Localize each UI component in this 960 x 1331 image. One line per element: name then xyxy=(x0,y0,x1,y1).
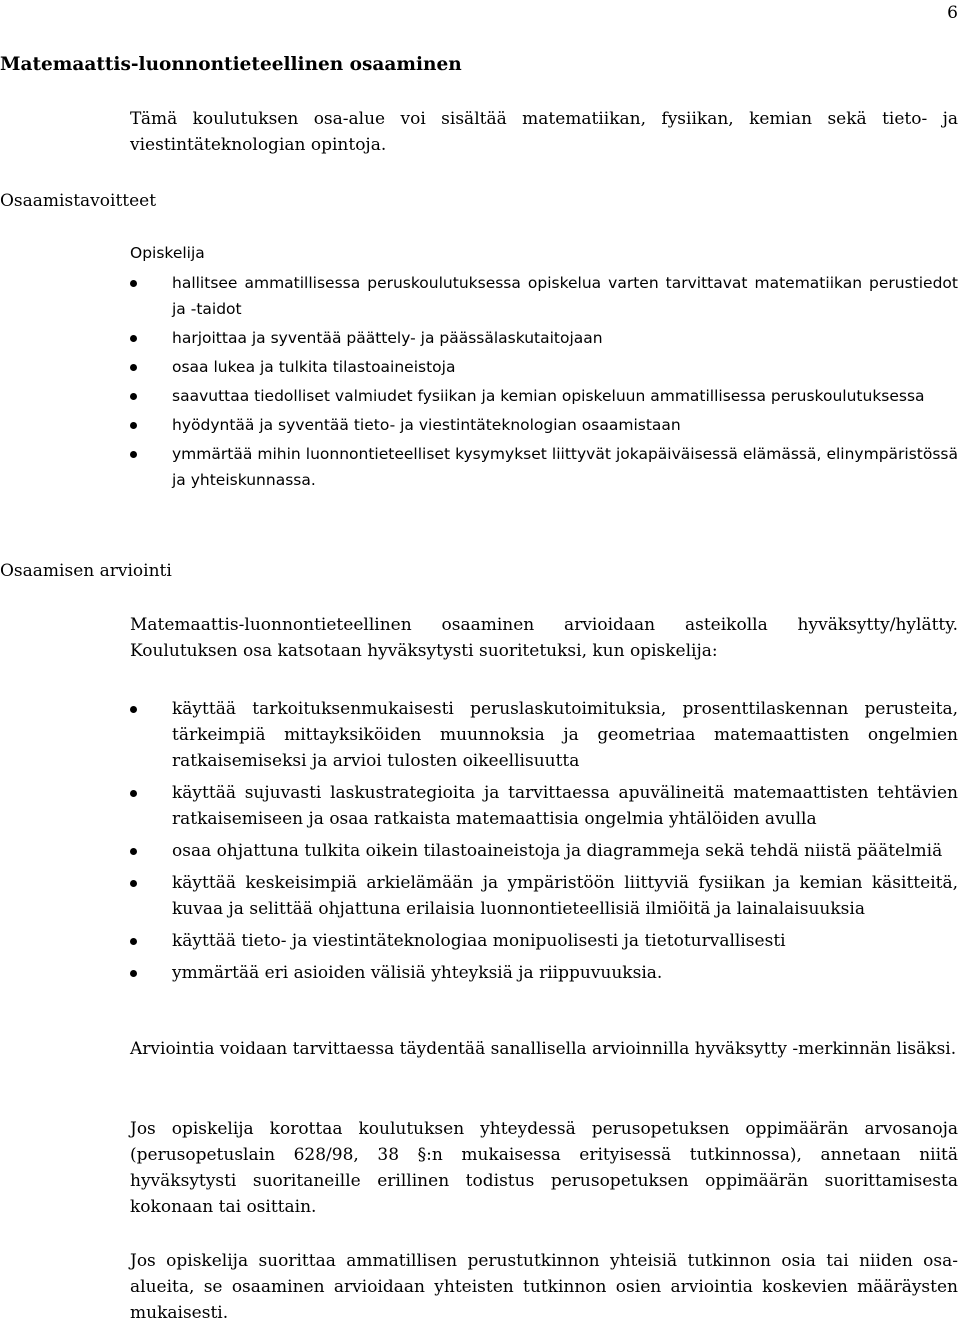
goals-section xyxy=(130,240,958,493)
bullet-icon xyxy=(130,938,137,945)
goals-list xyxy=(130,270,958,493)
goals-lead: Opiskelija xyxy=(130,244,205,262)
bullet-icon xyxy=(130,880,137,887)
bullet-icon xyxy=(130,280,137,287)
list-item: saavuttaa tiedolliset valmiudet fysiikan ja kemian opiskeluun ammatillisessa peruskoulutuksessa xyxy=(130,383,958,409)
bullet-icon xyxy=(130,790,137,797)
assessment-intro: Matemaattis-luonnontieteellinen osaaminen arvioidaan asteikolla hyväksytty/hylätty. Koulutuksen osa katsotaan hyväksytysti suoritetuksi, kun opiskelija: xyxy=(130,615,958,661)
goals-heading: Osaamistavoitteet xyxy=(0,191,157,211)
bullet-icon xyxy=(130,451,137,458)
supplement-paragraph: Arviointia voidaan tarvittaessa täydentää sanallisella arvioinnilla hyväksytty -merkinnän lisäksi. xyxy=(130,1039,957,1059)
list-item: käyttää keskeisimpiä arkielämään ja ympäristöön liittyviä fysiikan ja kemian käsitteitä, kuvaa ja selittää ohjattuna erilaisia luonnontieteellisiä ilmiöitä ja lainalaisuuksia xyxy=(130,870,958,922)
list-item: käyttää sujuvasti laskustrategioita ja tarvittaessa apuvälineitä matemaattisten tehtävien ratkaisemiseen ja osaa ratkaista matemaattisia ongelmia yhtälöiden avulla xyxy=(130,780,958,832)
bullet-icon xyxy=(130,970,137,977)
bullet-icon xyxy=(130,335,137,342)
common-units-paragraph: Jos opiskelija suorittaa ammatillisen perustutkinnon yhteisiä tutkinnon osia tai niiden osa-alueita, se osaaminen arvioidaan yhteisten tutkinnon osien arviointia koskevien määräysten mukaisesti. xyxy=(130,1251,958,1323)
list-item: osaa lukea ja tulkita tilastoaineistoja xyxy=(130,354,958,380)
bullet-icon xyxy=(130,393,137,400)
list-item: osaa ohjattuna tulkita oikein tilastoaineistoja ja diagrammeja sekä tehdä niistä päätelmiä xyxy=(130,838,958,864)
bullet-icon xyxy=(130,848,137,855)
bullet-icon xyxy=(130,364,137,371)
list-item: ymmärtää mihin luonnontieteelliset kysymykset liittyvät jokapäiväisessä elämässä, elinympäristössä ja yhteiskunnassa. xyxy=(130,441,958,493)
page-number: 6 xyxy=(947,3,958,23)
assessment-list xyxy=(130,696,958,986)
bullet-icon xyxy=(130,706,137,713)
page-title: Matemaattis-luonnontieteellinen osaaminen xyxy=(0,54,462,75)
list-item: harjoittaa ja syventää päättely- ja päässälaskutaitojaan xyxy=(130,325,958,351)
grades-paragraph: Jos opiskelija korottaa koulutuksen yhteydessä perusopetuksen oppimäärän arvosanoja (perusopetuslain 628/98, 38 §:n mukaisessa erityisessä tutkinnossa), annetaan niitä hyväksytysti suoritaneille erillinen todistus perusopetuksen oppimäärän suorittamisesta kokonaan tai osittain. xyxy=(130,1119,958,1217)
list-item: hyödyntää ja syventää tieto- ja viestintäteknologian osaamistaan xyxy=(130,412,958,438)
assessment-section xyxy=(130,696,958,986)
list-item: käyttää tarkoituksenmukaisesti peruslaskutoimituksia, prosenttilaskennan perusteita, tärkeimpiä mittayksiköiden muunnoksia ja geometriaa matemaattisten ongelmien ratkaisemiseksi ja arvioi tulosten oikeellisuutta xyxy=(130,696,958,774)
assessment-heading: Osaamisen arviointi xyxy=(0,561,172,581)
list-item: käyttää tieto- ja viestintäteknologiaa monipuolisesti ja tietoturvallisesti xyxy=(130,928,958,954)
intro-paragraph: Tämä koulutuksen osa-alue voi sisältää matematiikan, fysiikan, kemian sekä tieto- ja viestintäteknologian opintoja. xyxy=(130,109,958,155)
list-item: hallitsee ammatillisessa peruskoulutuksessa opiskelua varten tarvittavat matematiikan perustiedot ja -taidot xyxy=(130,270,958,322)
bullet-icon xyxy=(130,422,137,429)
list-item: ymmärtää eri asioiden välisiä yhteyksiä ja riippuvuuksia. xyxy=(130,960,958,986)
